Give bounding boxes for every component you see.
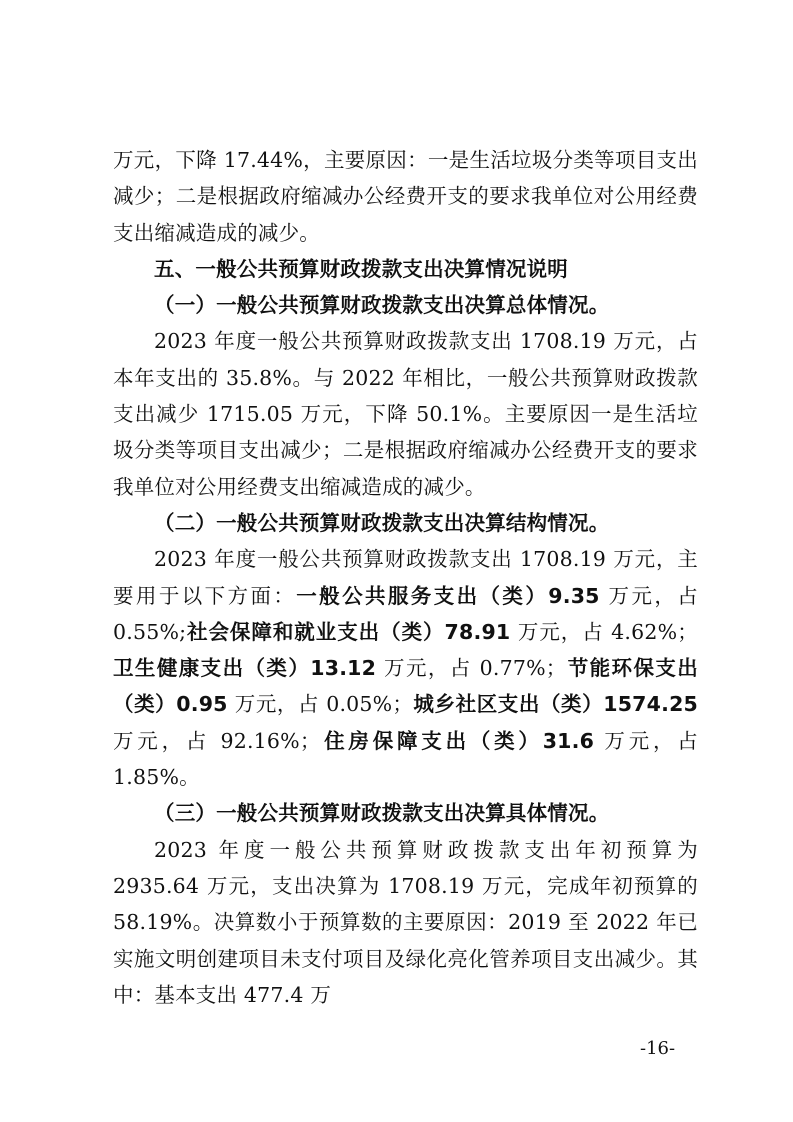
page-number: -16- <box>640 1038 676 1059</box>
structure-intro: 2023 年度一般公共预算财政拨款支出 1708.19 万元，主要用于以下方面： <box>113 547 698 608</box>
item-housing-share: 万元，占 1.85%。 <box>113 728 698 790</box>
item-health: 卫生健康支出（类）13.12 <box>113 656 377 681</box>
paragraph-overall: 2023 年度一般公共预算财政拨款支出 1708.19 万元，占本年支出的 35.8%。与 2022 年相比，一般公共预算财政拨款支出减少 1715.05 万元，下降 50.1%。主要原因一是生活垃圾分类等项目支出减少；二是根据政府缩减办公经费开支的要求我单位对公用经费支出缩减造成的减少。 <box>113 329 698 499</box>
subheading-details: （三）一般公共预算财政拨款支出决算具体情况。 <box>154 801 610 826</box>
item-social-security: 社会保障和就业支出（类）78.91 <box>186 619 511 644</box>
paragraph-details: 2023 年度一般公共预算财政拨款支出年初预算为 2935.64 万元，支出决算为 1708.19 万元，完成年初预算的 58.19%。决算数小于预算数的主要原因：2019 至 2022 年已实施文明创建项目未支付项目及绿化亮化管养项目支出减少。其中：基本支出 477.4 万 <box>113 837 698 1007</box>
item-energy-environment-share: 万元，占 0.05%； <box>227 692 414 717</box>
paragraph-structure <box>113 541 698 795</box>
item-general-public-services: 一般公共服务支出（类）9.35 <box>296 583 600 608</box>
document-body <box>113 142 698 1013</box>
item-urban-rural-community-share: 万元，占 92.16%； <box>113 728 321 753</box>
item-urban-rural-community: 城乡社区支出（类）1574.25 <box>413 692 698 717</box>
subheading-overall: （一）一般公共预算财政拨款支出决算总体情况。 <box>154 293 610 318</box>
item-health-share: 万元，占 0.77%； <box>376 656 567 681</box>
item-energy-environment: 节能环保支出（类）0.95 <box>113 656 698 717</box>
item-housing: 住房保障支出（类）31.6 <box>320 728 595 753</box>
subheading-structure: （二）一般公共预算财政拨款支出决算结构情况。 <box>154 510 610 535</box>
item-general-public-services-share: 万元，占 0.55%; <box>113 583 698 644</box>
item-social-security-share: 万元，占 4.62%； <box>510 619 698 644</box>
section-heading-5: 五、一般公共预算财政拨款支出决算情况说明 <box>154 256 568 281</box>
paragraph-continued: 万元，下降 17.44%，主要原因：一是生活垃圾分类等项目支出减少；二是根据政府缩减办公经费开支的要求我单位对公用经费支出缩减造成的减少。 <box>113 148 698 245</box>
